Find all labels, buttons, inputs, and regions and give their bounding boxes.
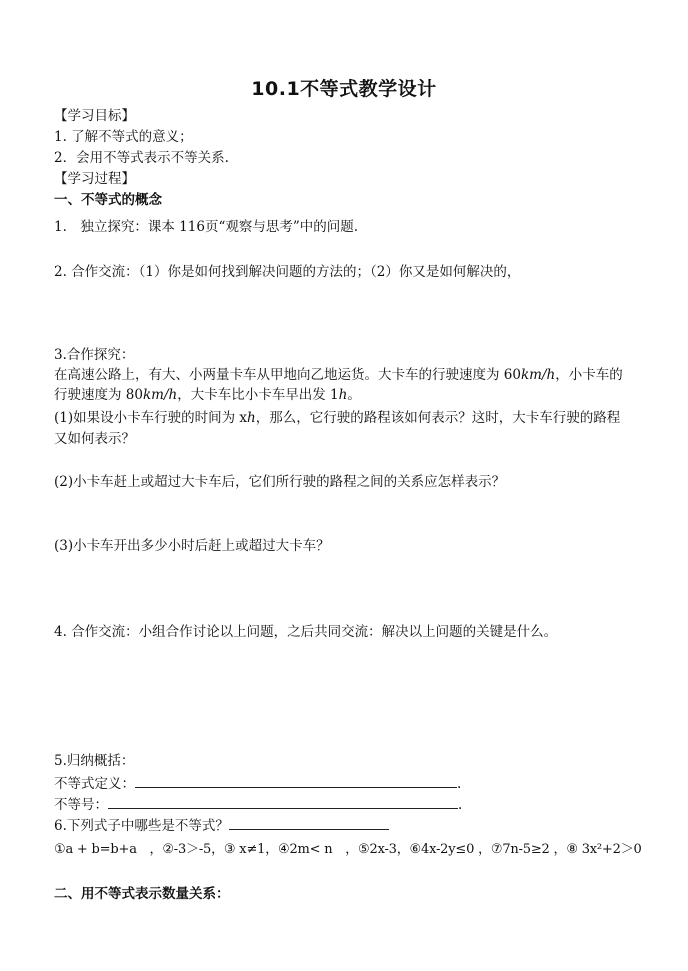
objectives-header: 【学习目标】 (54, 108, 135, 124)
item-6-expressions: ①a + b=b+a ，②-3＞-5，③ x≠1，④2m< n ，⑤2x-3，⑥4x-2y≤0 ，⑦7n-5≥2 ，⑧ 3x²+2＞0 (54, 842, 642, 857)
page-title: 10.1不等式教学设计 (251, 78, 437, 100)
item-3-question-1-line-2: 又如何表示？ (54, 431, 135, 447)
unit-h: h (247, 410, 256, 426)
unit-kmh: km/h (520, 367, 556, 383)
section-1-title: 一、不等式的概念 (54, 192, 162, 208)
item-3-paragraph-line-2: 行驶速度为 80km/h，大卡车比小卡车早出发 1h。 (54, 387, 361, 403)
item-6-blank[interactable] (229, 815, 389, 830)
process-header: 【学习过程】 (54, 171, 135, 187)
item-5-heading: 5.归纳概括： (54, 753, 135, 769)
item-6-heading: 6.下列式子中哪些是不等式？ (54, 818, 229, 834)
item-1: 1. 独立探究：课本 116页“观察与思考”中的问题. (54, 219, 359, 235)
definition-row: 不等式定义： . (54, 773, 644, 794)
objective-1: 1. 了解不等式的意义； (54, 129, 193, 145)
sign-row: 不等号： . (54, 794, 644, 815)
item-6-row (54, 815, 644, 836)
section-2-title: 二、用不等式表示数量关系： (54, 886, 230, 902)
item-3-paragraph-line-1: 在高速公路上，有大、小两量卡车从甲地向乙地运货。大卡车的行驶速度为 60km/h，小卡车的 (54, 367, 623, 383)
objective-2: 2．会用不等式表示不等关系. (54, 150, 229, 166)
item-3-question-2: (2)小卡车赶上或超过大卡车后，它们所行驶的路程之间的关系应怎样表示？ (54, 474, 506, 490)
definition-label: 不等式定义： (54, 776, 135, 792)
item-2: 2. 合作交流：（1）你是如何找到解决问题的方法的；（2）你又是如何解决的， (54, 264, 521, 280)
unit-kmh: km/h (142, 387, 178, 403)
item-3-question-1-line-1: (1)如果设小卡车行驶的时间为 xh，那么，它行驶的路程该如何表示？这时，大卡车行驶的路程 (54, 410, 621, 426)
unit-h: h (338, 387, 348, 403)
sign-blank[interactable] (108, 794, 458, 809)
sign-label: 不等号： (54, 797, 108, 813)
item-3-heading: 3.合作探究： (54, 347, 135, 363)
item-3-question-3: (3)小卡车开出多少小时后赶上或超过大卡车？ (54, 538, 330, 554)
item-4: 4. 合作交流：小组合作讨论以上问题，之后共同交流：解决以上问题的关键是什么。 (54, 624, 558, 640)
definition-blank[interactable] (135, 773, 457, 788)
